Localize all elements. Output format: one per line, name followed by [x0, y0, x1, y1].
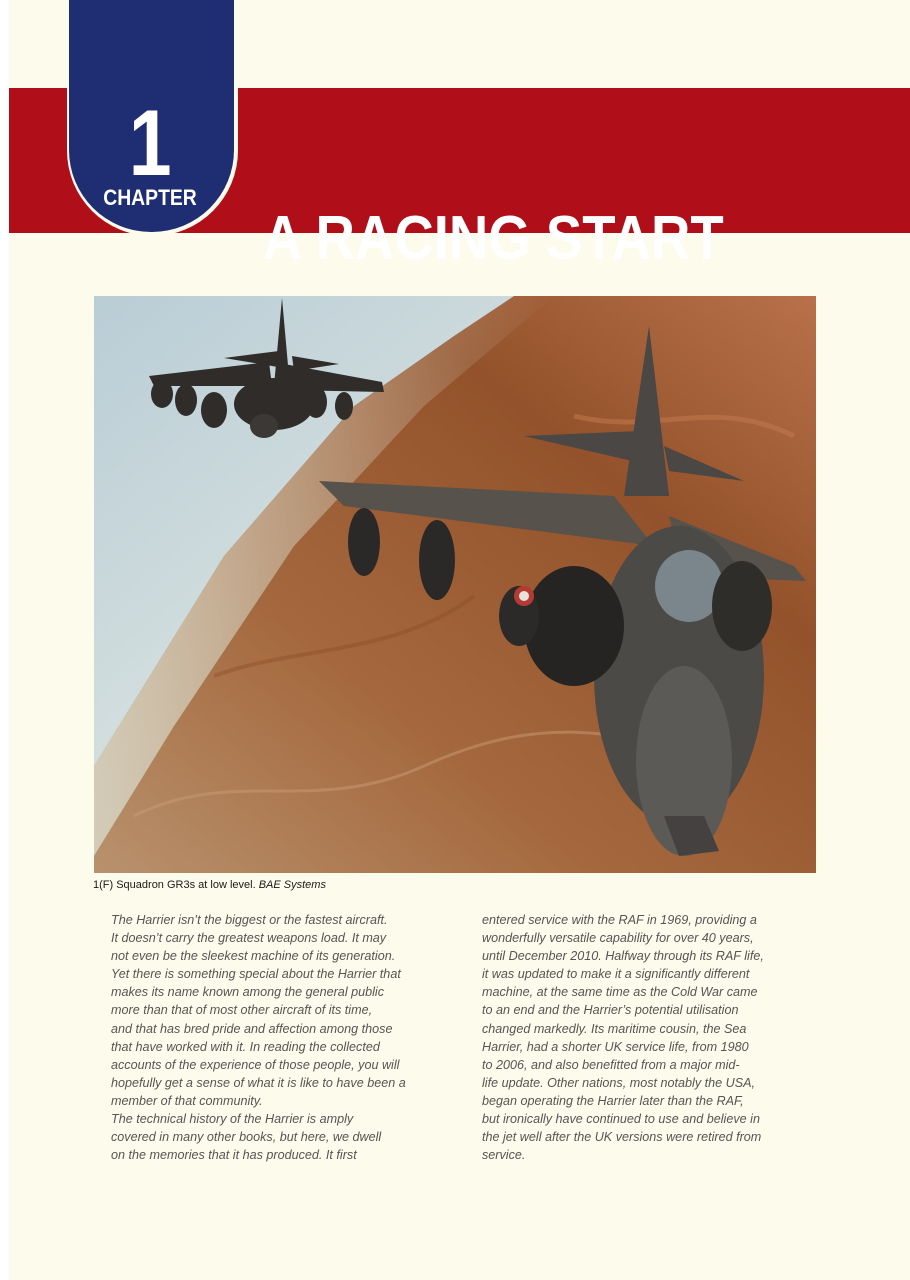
- text-line: on the memories that it has produced. It first: [111, 1148, 357, 1163]
- caption-text: 1(F) Squadron GR3s at low level.: [93, 879, 256, 891]
- caption-credit: BAE Systems: [258, 879, 326, 891]
- text-line: The Harrier isn’t the biggest or the fastest aircraft.: [111, 913, 388, 927]
- text-line: the jet well after the UK versions were retired from: [482, 1130, 762, 1145]
- text-line: and that has bred pride and affection among those: [111, 1021, 393, 1036]
- text-line: but ironically have continued to use and believe in: [482, 1112, 760, 1127]
- photo-caption: [93, 878, 326, 892]
- text-line: life update. Other nations, most notably the USA,: [482, 1075, 756, 1090]
- text-line: machine, at the same time as the Cold War came: [482, 985, 758, 1000]
- text-line: service.: [482, 1148, 526, 1163]
- text-line: member of that community.: [111, 1093, 263, 1108]
- book-page: [9, 0, 910, 1280]
- text-line: not even be the sleekest machine of its generation.: [111, 949, 396, 964]
- text-line: more than that of most other aircraft of its time,: [111, 1003, 373, 1018]
- text-line: accounts of the experience of those people, you will: [111, 1057, 400, 1072]
- chapter-number: 1: [128, 90, 170, 195]
- text-line: The technical history of the Harrier is amply: [111, 1112, 354, 1127]
- chapter-label: CHAPTER: [103, 185, 197, 210]
- text-line: it was updated to make it a significantly different: [482, 967, 750, 982]
- body-column-left: [111, 911, 451, 1164]
- text-line: covered in many other books, but here, we dwell: [111, 1130, 382, 1145]
- chapter-title: A RACING START: [263, 204, 724, 273]
- chapter-tab: [69, 0, 234, 232]
- text-line: to an end and the Harrier’s potential utilisation: [482, 1003, 739, 1018]
- text-line: It doesn’t carry the greatest weapons load. It may: [111, 931, 387, 946]
- body-column-right: [482, 911, 822, 1164]
- harrier-photo: [94, 296, 816, 873]
- text-line: Harrier, had a shorter UK service life, from 1980: [482, 1039, 749, 1054]
- text-line: that have worked with it. In reading the collected: [111, 1039, 380, 1054]
- text-line: until December 2010. Halfway through its RAF life,: [482, 949, 764, 964]
- text-line: makes its name known among the general public: [111, 985, 385, 1000]
- text-line: hopefully get a sense of what it is like to have been a: [111, 1075, 406, 1090]
- text-line: Yet there is something special about the Harrier that: [111, 967, 401, 982]
- text-line: entered service with the RAF in 1969, providing a: [482, 913, 757, 927]
- text-line: to 2006, and also benefitted from a major mid-: [482, 1057, 740, 1072]
- text-line: began operating the Harrier later than the RAF,: [482, 1093, 744, 1108]
- text-line: changed markedly. Its maritime cousin, the Sea: [482, 1021, 747, 1036]
- text-line: wonderfully versatile capability for over 40 years,: [482, 931, 754, 946]
